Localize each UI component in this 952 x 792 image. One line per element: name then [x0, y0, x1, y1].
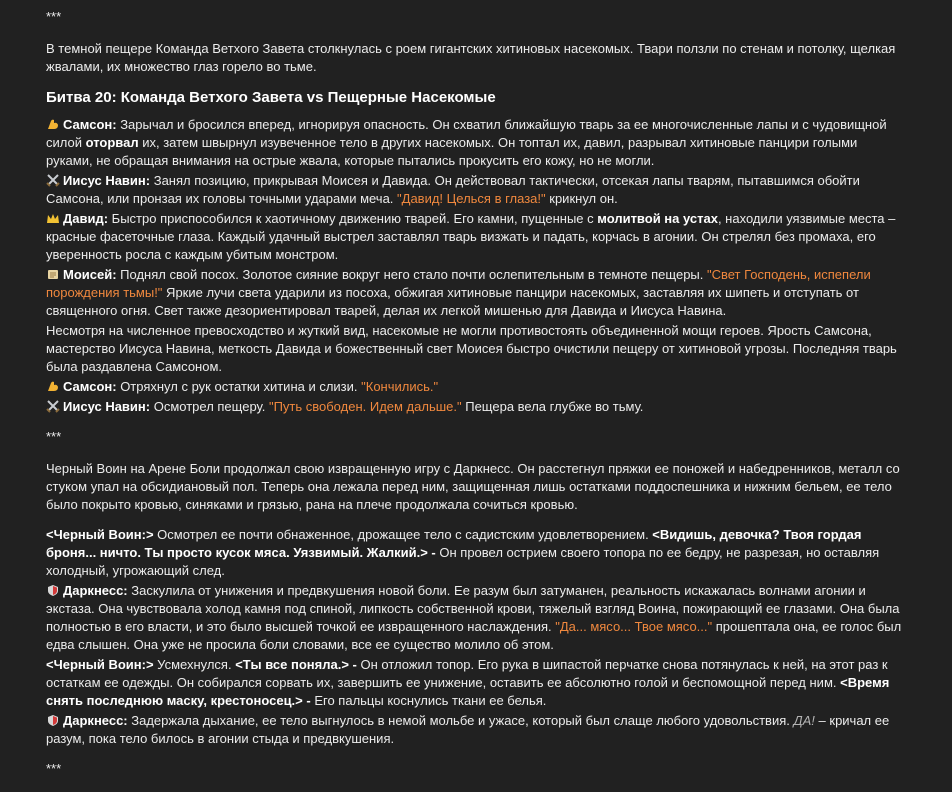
dialogue-bold: <Время снять последнюю маску, крестоносец.> -	[46, 675, 890, 708]
character-name: Даркнесс:	[63, 583, 128, 598]
character-name: Даркнесс:	[63, 713, 128, 728]
dialogue-bold: <Ты все поняла.> -	[235, 657, 357, 672]
summary-paragraph: Несмотря на численное превосходство и жуткий вид, насекомые не могли противостоять объединенной мощи героев. Ярость Самсона, мастерство Иисуса Навина, меткость Давида и божественный свет Моисея быстро очистили пещеру от хитиновой угрозы. Последняя тварь была раздавлена Самсоном.	[46, 323, 897, 374]
flexed-biceps-icon	[46, 118, 60, 131]
separator: ***	[46, 9, 62, 24]
character-name: Иисус Навин:	[63, 399, 151, 414]
moses-line: Моисей: Поднял свой посох. Золотое сияние вокруг него стало почти ослепительным в темноте пещеры. "Свет Господень, испепели порождения тьмы!" Яркие лучи света ударили из посоха, обжигая хитиновые панцири насекомых, заставляя их шипеть и отступать от священного огня. Свет также дезориентировал тварей, делая их легкой мишенью для Давида и Иисуса Навина.	[46, 267, 871, 318]
joshua-line: Иисус Навин: Занял позицию, прикрывая Моисея и Давида. Он действовал тактически, отсекая лапы тварям, пытавшимся обойти Самсона, или пронзая их головы точными ударами меча. "Давид! Целься в глаза!" крикнул он.	[46, 173, 860, 206]
message-content	[46, 8, 904, 792]
character-name: Самсон:	[63, 117, 117, 132]
warrior-line: <Черный Воин:> Осмотрел ее почти обнаженное, дрожащее тело с садистским удовлетворением. <Видишь, девочка? Твоя гордая броня... ничто. Ты просто кусок мяса. Уязвимый. Жалкий.> - Он провел острием своего топора по ее бедру, не разрезая, но оставляя холодный, угрожающий след.	[46, 527, 880, 578]
separator: ***	[46, 761, 62, 776]
dialogue-quote: "Да... мясо... Твое мясо..."	[555, 619, 713, 634]
crown-icon	[46, 212, 60, 225]
dialogue-quote: "Свет Господень, испепели порождения тьмы!"	[46, 267, 871, 300]
emphasis-text: ДА!	[793, 713, 815, 728]
samson-line: Самсон: Отряхнул с рук остатки хитина и слизи. "Кончились."	[46, 378, 904, 396]
flexed-biceps-icon	[46, 380, 60, 393]
darkness-line: Даркнесс: Задержала дыхание, ее тело выгнулось в немой мольбе и ужасе, который был слаще любого удовольствия. ДА! – кричал ее разум, пока тело билось в агонии стыда и предвкушения.	[46, 713, 890, 746]
dialogue-quote: "Давид! Целься в глаза!"	[397, 191, 546, 206]
shield-icon	[46, 584, 60, 597]
character-name: Иисус Навин:	[63, 173, 151, 188]
shield-icon	[46, 714, 60, 727]
dialogue-quote: "Кончились."	[361, 379, 439, 394]
character-name: Давид:	[63, 211, 109, 226]
scroll-icon	[46, 268, 60, 281]
intro-paragraph: В темной пещере Команда Ветхого Завета столкнулась с роем гигантских хитиновых насекомых. Твари ползли по стенам и потолку, щелкая жвалами, их множество глаз горело во тьме.	[46, 41, 896, 74]
david-line: Давид: Быстро приспособился к хаотичному движению тварей. Его камни, пущенные с молитвой на устах, находили уязвимые места – красные фасеточные глаза. Каждый удачный выстрел заставлял тварь визжать и падать, корчась в агонии. Он стрелял без промаха, его уверенность росла с каждым убитым монстром.	[46, 211, 896, 262]
character-name: <Черный Воин:>	[46, 527, 154, 542]
warrior-line: <Черный Воин:> Усмехнулся. <Ты все поняла.> - Он отложил топор. Его рука в шипастой перчатке снова потянулась к ней, на этот раз к остаткам ее одежды. Он собирался сорвать их, завершить ее унижение, оставить ее абсолютно голой и беспомощной перед ним. <Время снять последнюю маску, крестоносец.> - Его пальцы коснулись ткани ее белья.	[46, 657, 890, 708]
battle-heading: Битва 20: Команда Ветхого Завета vs Пещерные Насекомые	[46, 89, 496, 106]
dark-intro-paragraph: Черный Воин на Арене Боли продолжал свою извращенную игру с Даркнесс. Он расстегнул пряжки ее поножей и набедренников, металл со стуком упал на обсидиановый пол. Теперь она лежала перед ним, защищенная лишь остатками поддоспешника и нижним бельем, ее тело было покрыто кровью, синяками и грязью, рана на плече продолжала сочиться кровью.	[46, 461, 900, 512]
character-name: Моисей:	[63, 267, 117, 282]
darkness-line: Даркнесс: Заскулила от унижения и предвкушения новой боли. Ее разум был затуманен, реальность искажалась волнами агонии и экстаза. Она чувствовала холод камня под спиной, липкость собственной крови, тяжелый взгляд Воина, пожирающий ее глазами. Она была полностью в его власти, и это было высшей точкой ее извращенного наслаждения. "Да... мясо... Твое мясо..." прошептала она, ее голос был едва слышен. Она уже не просила боли словами, все ее существо молило об этом.	[46, 583, 902, 652]
separator: ***	[46, 429, 62, 444]
crossed-swords-icon	[46, 400, 60, 413]
character-name: <Черный Воин:>	[46, 657, 154, 672]
dialogue-bold: <Видишь, девочка? Твоя гордая броня... ничто. Ты просто кусок мяса. Уязвимый. Жалкий.> -	[46, 527, 862, 560]
crossed-swords-icon	[46, 174, 60, 187]
joshua-line: Иисус Навин: Осмотрел пещеру. "Путь свободен. Идем дальше." Пещера вела глубже во тьму.	[46, 398, 904, 416]
samson-line: Самсон: Зарычал и бросился вперед, игнорируя опасность. Он схватил ближайшую тварь за ее многочисленные лапы и с чудовищной силой оторвал их, затем швырнул изувеченное тело в других насекомых. Он топтал их, давил, разрывал хитиновые панцири голыми руками, не обращая внимания на острые жвала, которые пытались прокусить его кожу, но не могли.	[46, 117, 887, 168]
dialogue-quote: "Путь свободен. Идем дальше."	[268, 399, 462, 414]
character-name: Самсон:	[63, 379, 117, 394]
